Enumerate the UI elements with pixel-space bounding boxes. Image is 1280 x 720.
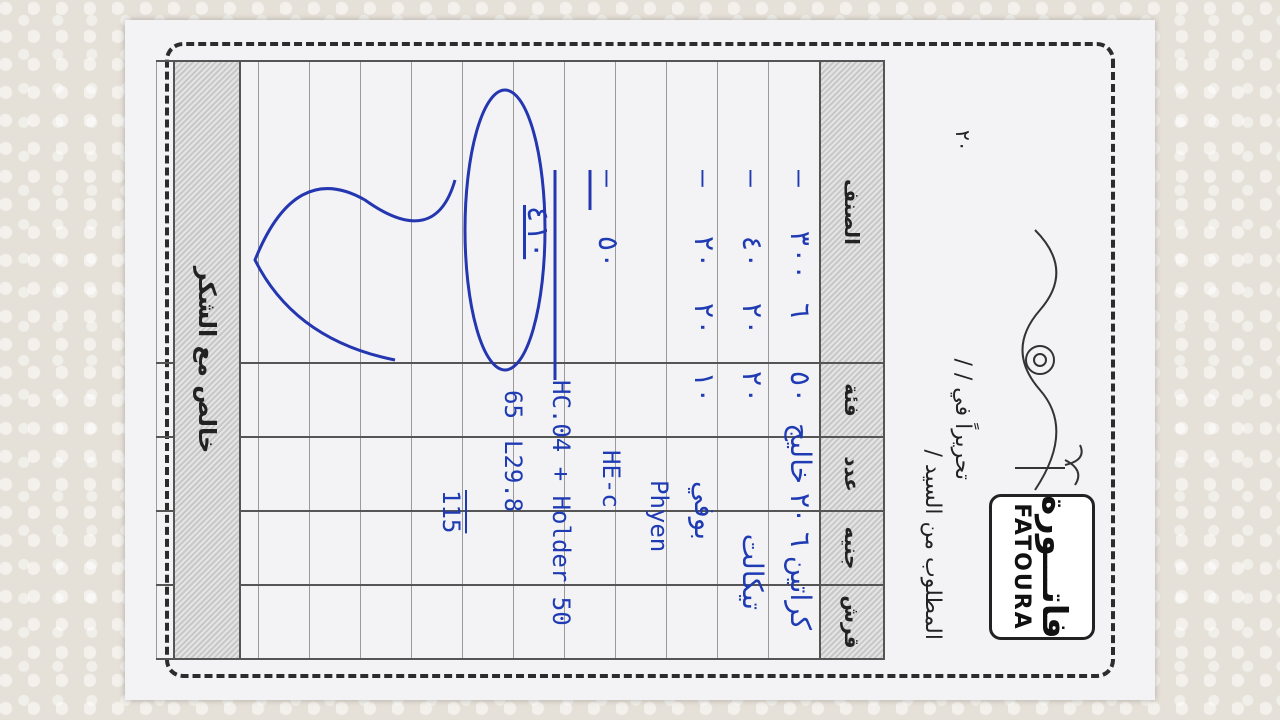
item-name: Phyen: [645, 480, 673, 553]
logo-english: FATOURA: [1009, 503, 1035, 631]
column-qirsh: قرش: [820, 585, 884, 659]
date-label: تحريراً في / /: [950, 358, 975, 480]
item-gineh: ٣٠٠: [784, 230, 817, 281]
note-line: HC.04 + Holder 50: [547, 380, 575, 626]
note-line: L29.8: [499, 440, 527, 513]
item-fia: ٥٠: [784, 370, 817, 404]
column-adad: عدد: [820, 437, 884, 511]
logo-arabic: فاتـــورة: [1034, 495, 1075, 639]
total-amount: ٤١٠: [520, 205, 555, 260]
thanks-footer: خالص مع الشكر: [173, 60, 241, 660]
column-item: الصنف: [820, 61, 884, 363]
receipt-page: [125, 20, 1155, 700]
item-gineh: ٢٠: [688, 235, 721, 269]
item-qirsh: —: [736, 170, 769, 187]
item-qirsh: —: [688, 170, 721, 187]
customer-label: المطلوب من السيد /: [920, 449, 945, 640]
item-qirsh: —: [784, 170, 817, 187]
item-name: بوفي: [688, 481, 721, 540]
note-line: 65: [499, 390, 527, 419]
item-adad: ٢٠: [736, 302, 769, 336]
item-gineh: ٥٠: [592, 235, 625, 269]
column-gineh: جنيه: [820, 511, 884, 585]
handwritten-checkmark: [125, 20, 1155, 700]
handwriting-layer: [125, 20, 1155, 700]
item-gineh: ٤٠: [736, 235, 769, 269]
year-suffix: ٢٠: [951, 130, 975, 152]
item-fia: ٢٠: [736, 370, 769, 404]
column-fia: فئة: [820, 363, 884, 437]
note-line: 115: [437, 490, 465, 534]
item-adad: ٦: [784, 302, 817, 319]
item-qirsh: —: [592, 170, 625, 187]
item-name: كراتين ٦ ٢٠ خاليج: [784, 423, 817, 630]
item-name: تيكالت: [736, 533, 769, 610]
item-name: HE-c: [597, 450, 625, 508]
item-fia: ١٠: [688, 370, 721, 404]
item-adad: ٢٠: [688, 302, 721, 336]
